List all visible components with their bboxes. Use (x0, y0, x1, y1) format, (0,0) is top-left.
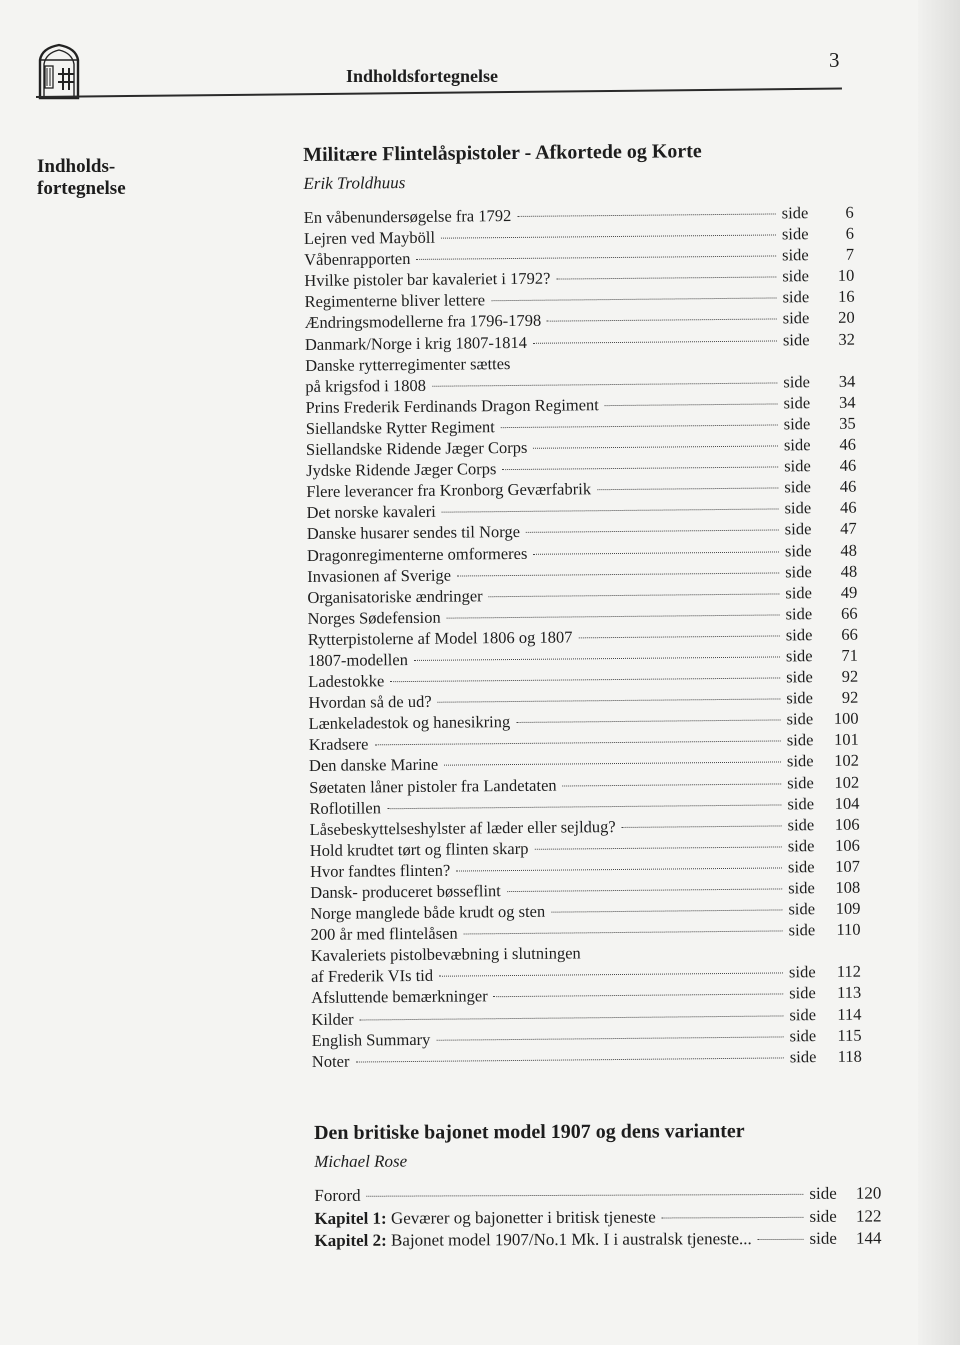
helmet-emblem-icon (36, 42, 82, 100)
dot-leader (533, 340, 777, 343)
toc-entry-label: Våbenrapporten (304, 249, 411, 270)
toc-entry-label: Invasionen af Sverige (307, 565, 452, 586)
dot-leader (456, 867, 782, 871)
toc-entry-label: Prins Frederik Ferdinands Dragon Regiment (305, 395, 599, 417)
toc-entry-label: Jydske Ridende Jæger Corps (306, 459, 497, 481)
toc-entry-label: Ladestokke (308, 671, 385, 692)
toc-entry-page-number: 113 (836, 983, 862, 1003)
toc-entry-side-word: side (788, 878, 815, 898)
running-head: Indholdsfortegnelse (346, 66, 499, 86)
toc-entry-label: på krigsfod i 1808 (305, 375, 426, 396)
toc-entry-label: Lænkeladestok og hanesikring (308, 712, 511, 734)
dot-leader (432, 382, 777, 386)
toc-entry-side-word: side (788, 962, 816, 982)
toc-entry-label: Kavaleriets pistolbevæbning i slutningen (310, 943, 581, 966)
toc-entry-side-word: side (784, 519, 812, 539)
dot-leader (533, 445, 778, 448)
toc-entry-side-word: side (783, 392, 811, 413)
toc-entry-label: Dragonregimenterne omformeres (306, 543, 528, 565)
toc-entry-page-number: 109 (835, 898, 861, 919)
toc-entry-title (305, 354, 510, 376)
side-title (37, 156, 126, 200)
toc-entry-label: Danmark/Norge i krig 1807-1814 (304, 332, 527, 354)
toc-entry-side-word: side (784, 498, 812, 518)
dot-leader (491, 298, 776, 302)
toc-entry-label: Dansk- produceret bøsseflint (310, 881, 501, 902)
toc-entry-side-word: side (786, 730, 814, 750)
dot-leader (374, 741, 780, 746)
toc-entry-side-word: side (786, 667, 813, 687)
toc-entry-page-number: 122 (855, 1206, 882, 1226)
toc-entries (304, 203, 862, 1073)
toc-entry-title (311, 1009, 353, 1029)
dot-leader (587, 953, 783, 955)
toc-entry (314, 1206, 881, 1231)
toc-entry-side-word: side (787, 814, 815, 835)
toc-entry-page-number: 16 (837, 287, 855, 307)
toc-entry (314, 1184, 881, 1209)
dot-leader (355, 1057, 783, 1062)
toc-entry-side-word: side (788, 920, 816, 940)
toc-entry-label: Norges Sødefension (307, 607, 441, 628)
dot-leader (758, 1239, 804, 1240)
toc-entry-page-number: 46 (839, 498, 857, 518)
dot-leader (447, 614, 780, 618)
toc-entry-side-word: side (789, 1025, 817, 1046)
toc-entry-label: Danske husarer sendes til Norge (306, 522, 521, 544)
toc-entry-label: Organisatoriske ændringer (307, 585, 483, 607)
toc-entry-page-number: 6 (845, 223, 855, 243)
toc-entry-page-number: 101 (833, 730, 859, 750)
toc-entry-title (304, 269, 550, 291)
toc-entry-side-word: side (785, 646, 813, 666)
toc-entry-page-number: 102 (834, 751, 860, 771)
toc-entry-title (310, 817, 616, 840)
dot-leader (556, 277, 776, 280)
toc-entry-page-number: 107 (835, 856, 861, 876)
dot-leader (489, 593, 780, 597)
dot-leader (416, 256, 776, 260)
dot-leader (414, 656, 780, 661)
toc-entry-page-number: 120 (855, 1183, 882, 1203)
dot-leader (662, 1216, 804, 1218)
dot-leader (439, 973, 783, 977)
dot-leader (441, 235, 776, 239)
toc-section-flintlock-pistols (303, 135, 862, 1073)
dot-leader (390, 678, 780, 683)
toc-entry-title (307, 607, 440, 628)
toc-entry-title (307, 565, 451, 586)
toc-entry-label: Bajonet model 1907/No.1 Mk. I i australsk tjeneste... (390, 1229, 752, 1250)
toc-entry-side-word: side (782, 245, 809, 265)
toc-entry-side-word: side (781, 224, 809, 244)
toc-entry-side-word: side (787, 857, 815, 877)
toc-entry-page-number: 144 (855, 1228, 882, 1248)
toc-entry-title (309, 735, 369, 756)
dot-leader (464, 931, 783, 935)
toc-entry-page-number: 66 (841, 624, 858, 644)
toc-entry-page-number: 34 (838, 392, 856, 412)
toc-entry-chapter-prefix: Kapitel 2: (314, 1230, 387, 1250)
toc-entry-title (309, 712, 511, 734)
toc-entry-title (311, 924, 458, 945)
dot-leader (578, 635, 779, 638)
toc-entry-title (305, 376, 426, 397)
toc-entry-side-word: side (781, 203, 809, 223)
toc-entry-title (310, 881, 501, 903)
toc-entry-title (312, 1051, 350, 1071)
toc-entry-title (304, 228, 435, 249)
toc-entry-page-number: 48 (840, 561, 858, 581)
toc-entry-title (308, 650, 408, 671)
toc-entry-page-number: 6 (845, 202, 854, 222)
dot-leader (597, 488, 778, 491)
dot-leader (436, 1036, 783, 1040)
toc-entry-side-word: side (786, 688, 814, 708)
toc-entry-label: Kilder (311, 1009, 354, 1029)
toc-entry-page-number: 47 (840, 519, 857, 539)
toc-entry-title (306, 459, 496, 481)
toc-entry-title (310, 902, 545, 924)
toc-entry-side-word: side (785, 625, 813, 645)
toc-entry-label: Kradsere (308, 734, 369, 755)
toc-entry-side-word: side (784, 540, 812, 560)
toc-entry-side-word: side (784, 477, 812, 497)
dot-leader (507, 888, 782, 892)
toc-entry-page-number: 106 (834, 835, 860, 855)
toc-entries (314, 1184, 881, 1254)
toc-entry-chapter-prefix: Kapitel 1: (314, 1208, 387, 1228)
toc-entry-label: Rytterpistolerne af Model 1806 og 1807 (307, 627, 573, 649)
toc-entry-title (307, 543, 528, 565)
toc-entry-label: Den danske Marine (308, 755, 439, 776)
section-title: Den britiske bajonet model 1907 og dens varianter (314, 1120, 745, 1144)
toc-entry-side-word: side (787, 793, 815, 814)
dot-leader (547, 319, 777, 322)
dot-leader (387, 804, 781, 809)
dot-leader (622, 825, 782, 828)
toc-entry-page-number: 71 (841, 645, 859, 665)
toc-entry-title (309, 775, 557, 797)
toc-entry-page-number: 118 (837, 1046, 862, 1066)
toc-entry-label: 1807-modellen (307, 649, 408, 670)
toc-entry-label: af Frederik VIs tid (310, 966, 434, 987)
toc-entry-label: En våbenundersøgelse fra 1792 (303, 206, 512, 227)
toc-entry-label: Søetaten låner pistoler fra Landetaten (309, 775, 557, 797)
dot-leader (494, 994, 784, 998)
toc-entry-side-word: side (783, 414, 811, 434)
toc-entry-page-number: 35 (839, 413, 856, 433)
dot-leader (444, 762, 781, 766)
toc-entry-title (311, 987, 488, 1009)
toc-entry-title (307, 522, 520, 544)
toc-entry-label: Norge manglede både krudt og sten (310, 901, 546, 924)
dot-leader (502, 467, 778, 471)
toc-entry-side-word: side (789, 1004, 817, 1024)
dot-leader (526, 530, 779, 533)
section-author: Erik Troldhuus (303, 173, 406, 193)
dot-leader (457, 572, 779, 576)
toc-entry-title (309, 755, 438, 776)
page-edge (918, 0, 960, 1345)
dot-leader (360, 1015, 784, 1020)
toc-entry-title (314, 1229, 751, 1251)
toc-entry-label: Danske rytterregimenter sættes (305, 353, 511, 375)
dot-leader (501, 424, 778, 428)
toc-entry-page-number: 114 (837, 1004, 862, 1024)
toc-entry-label: Roflotillen (309, 797, 382, 818)
toc-entry-side-word: side (782, 329, 810, 349)
toc-entry-title (304, 291, 485, 313)
toc-entry-page-number: 115 (837, 1025, 862, 1045)
toc-entry-title (306, 438, 528, 460)
toc-entry-title (314, 1207, 655, 1228)
toc-entry-page-number: 7 (845, 244, 855, 264)
toc-entry-page-number: 92 (841, 687, 859, 708)
toc-entry-page-number: 108 (835, 877, 861, 897)
toc-entry-side-word: side (809, 1228, 837, 1248)
toc-entry-label: Det norske kavaleri (306, 502, 436, 523)
toc-entry-page-number: 48 (840, 540, 858, 560)
toc-entry-label: Flere leverancer fra Kronborg Geværfabrik (306, 479, 592, 502)
toc-entry-title (304, 249, 410, 270)
toc-entry-label: Hvilke pistoler bar kavaleriet i 1792? (304, 268, 551, 291)
toc-section-british-bayonet (314, 1116, 882, 1254)
toc-entry-label: Ændringsmodellerne fra 1796-1798 (304, 311, 542, 333)
toc-entry-title (310, 839, 529, 861)
toc-entry-page-number: 110 (836, 919, 861, 940)
toc-entry-page-number: 66 (840, 603, 858, 623)
toc-entry-page-number: 10 (837, 265, 855, 286)
toc-entry-title (306, 502, 435, 523)
toc-entry-label: Siellandske Rytter Regiment (305, 417, 495, 438)
toc-entry (314, 1229, 881, 1254)
toc-entry-title (308, 627, 573, 650)
toc-entry-label: Regimenterne bliver lettere (304, 290, 486, 312)
toc-entry-page-number: 20 (838, 308, 855, 328)
dot-leader (533, 551, 779, 554)
toc-entry-page-number: 46 (839, 455, 857, 475)
toc-entry-side-word: side (785, 561, 812, 581)
toc-entry-page-number: 104 (834, 793, 860, 813)
dot-leader (367, 1194, 804, 1197)
toc-entry-label: English Summary (311, 1029, 431, 1050)
toc-entry-page-number: 46 (839, 434, 857, 454)
toc-entry-page-number: 112 (836, 962, 862, 982)
toc-entry-page-number: 34 (838, 371, 856, 391)
toc-entry-label: Hold krudtet tørt og flinten skarp (309, 838, 529, 860)
toc-entry-label: Låsebeskyttelseshylster af læder eller sejldug? (309, 816, 616, 839)
toc-entry-title (311, 966, 433, 987)
section-author: Michael Rose (314, 1151, 408, 1171)
dot-leader (551, 910, 782, 913)
toc-entry-title (310, 861, 450, 882)
toc-entry-title (307, 586, 482, 608)
toc-entry-side-word: side (785, 582, 813, 603)
toc-entry-label: Forord (314, 1185, 361, 1205)
toc-entry-side-word: side (809, 1206, 837, 1226)
toc-entry-label: 200 år med flintelåsen (310, 923, 458, 945)
side-title-line: fortegnelse (37, 178, 126, 199)
toc-entry-title (305, 332, 527, 354)
toc-entry-page-number: 92 (841, 666, 859, 686)
toc-entry-title (312, 1029, 431, 1050)
toc-entry-title (308, 692, 431, 713)
toc-entry-title (314, 1186, 360, 1206)
dot-leader (517, 213, 775, 216)
toc-entry-side-word: side (809, 1183, 837, 1203)
toc-entry-label: Geværer og bajonetter i britisk tjeneste (390, 1207, 656, 1228)
page-number: 3 (829, 48, 840, 72)
toc-entry-side-word: side (787, 772, 814, 792)
toc-entry-page-number: 102 (834, 772, 860, 792)
toc-entry-side-word: side (782, 308, 810, 328)
toc-entry-label: Hvordan så de ud? (308, 691, 432, 713)
toc-entry-title (308, 671, 384, 692)
toc-entry-title (304, 206, 512, 228)
toc-entry-title (309, 798, 381, 819)
toc-entry-title (305, 311, 542, 333)
toc-entry-side-word: side (787, 835, 815, 856)
dot-leader (534, 846, 781, 849)
toc-entry-title (305, 395, 598, 418)
toc-entry-page-number: 46 (839, 476, 857, 497)
dot-leader (442, 509, 779, 513)
toc-entry-side-word: side (786, 751, 814, 771)
toc-entry-title (311, 944, 581, 967)
toc-entry-label: Afsluttende bemærkninger (311, 986, 488, 1008)
dot-leader (516, 720, 780, 724)
toc-entry-side-word: side (789, 1046, 817, 1067)
toc-entry-page-number: 49 (840, 582, 858, 602)
toc-entry-side-word: side (782, 266, 810, 286)
toc-entry-side-word: side (783, 371, 811, 392)
dot-leader (438, 699, 781, 703)
toc-entry-label: Siellandske Ridende Jæger Corps (305, 437, 528, 460)
toc-entry-side-word: side (783, 435, 811, 455)
toc-entry-label: Noter (311, 1051, 350, 1071)
dot-leader (563, 783, 782, 786)
toc-entry-page-number: 32 (838, 329, 856, 349)
toc-entry-title (306, 417, 495, 439)
toc-entry-side-word: side (785, 603, 813, 624)
side-title-line: Indholds- (37, 156, 116, 177)
toc-entry-label: Lejren ved Mayböll (303, 227, 436, 249)
toc-entry-side-word: side (786, 709, 814, 729)
toc-entry-page-number: 106 (834, 814, 860, 834)
toc-entry-side-word: side (788, 899, 816, 919)
toc-entry-title (306, 479, 591, 502)
dot-leader (516, 362, 777, 365)
toc-entry-side-word: side (784, 456, 811, 476)
toc-entry-page-number: 100 (833, 708, 859, 729)
section-title: Militære Flintelåspistoler - Afkortede og Korte (303, 140, 702, 166)
toc-entry-side-word: side (789, 983, 816, 1003)
toc-entry-side-word: side (782, 287, 810, 307)
toc-entry-label: Hvor fandtes flinten? (309, 860, 451, 881)
dot-leader (605, 403, 778, 406)
